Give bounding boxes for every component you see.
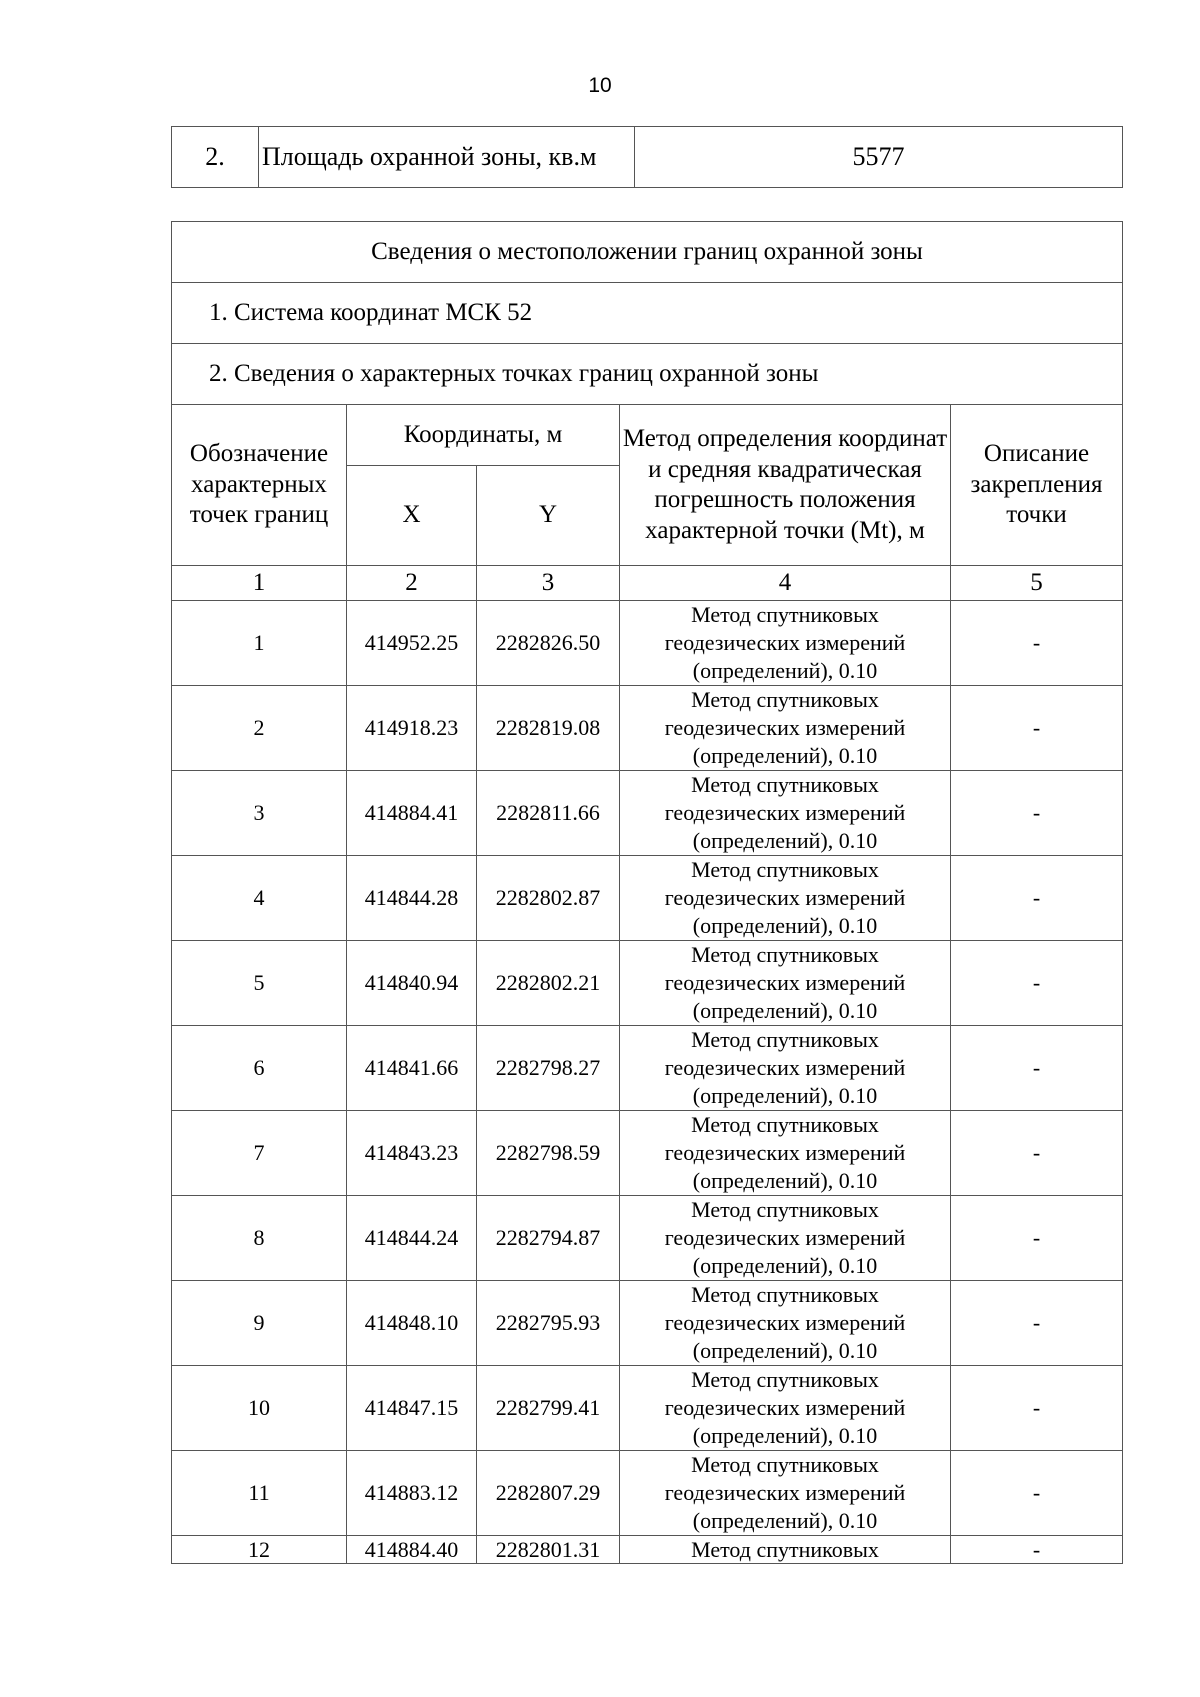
method-line: геодезических измерений (664, 970, 906, 996)
point-id: 2 (172, 686, 347, 771)
point-y: 2282795.93 (477, 1281, 620, 1366)
method-line: (определений), 0.10 (692, 912, 878, 938)
points-section-title: 2. Сведения о характерных точках границ охранной зоны (172, 344, 1123, 405)
method-line: Метод спутниковых (691, 687, 879, 713)
method-line: геодезических измерений (664, 1310, 906, 1336)
point-method (620, 1451, 951, 1536)
header-coordinates: Координаты, м (347, 405, 620, 466)
method-line: (определений), 0.10 (692, 997, 878, 1023)
point-id: 11 (172, 1451, 347, 1536)
method-line: Метод спутниковых (691, 942, 879, 968)
point-x: 414841.66 (347, 1026, 477, 1111)
point-method (620, 1026, 951, 1111)
point-description: - (951, 601, 1123, 686)
point-id: 10 (172, 1366, 347, 1451)
point-y: 2282811.66 (477, 771, 620, 856)
method-line: геодезических измерений (664, 1225, 906, 1251)
column-number: 3 (477, 566, 620, 601)
point-id: 6 (172, 1026, 347, 1111)
point-id: 1 (172, 601, 347, 686)
point-x: 414847.15 (347, 1366, 477, 1451)
column-number: 2 (347, 566, 477, 601)
table-row (172, 1451, 1123, 1536)
method-line: (определений), 0.10 (692, 1082, 878, 1108)
point-method (620, 686, 951, 771)
point-method (620, 1111, 951, 1196)
table-row (172, 1111, 1123, 1196)
column-number: 4 (620, 566, 951, 601)
area-row-number: 2. (172, 127, 259, 188)
header-row (172, 405, 1123, 466)
point-x: 414844.28 (347, 856, 477, 941)
point-method (620, 941, 951, 1026)
point-x: 414840.94 (347, 941, 477, 1026)
area-row-value: 5577 (635, 127, 1123, 188)
point-y: 2282798.59 (477, 1111, 620, 1196)
method-line: Метод спутниковых (691, 602, 879, 628)
method-line: (определений), 0.10 (692, 827, 878, 853)
point-method: Метод спутниковых (620, 1536, 951, 1564)
table-row (172, 1536, 1123, 1564)
method-line: (определений), 0.10 (692, 1507, 878, 1533)
point-x: 414848.10 (347, 1281, 477, 1366)
table-row (172, 941, 1123, 1026)
table-row (172, 1366, 1123, 1451)
point-x: 414843.23 (347, 1111, 477, 1196)
point-y: 2282802.21 (477, 941, 620, 1026)
method-line: Метод спутниковых (691, 857, 879, 883)
area-row-label: Площадь охранной зоны, кв.м (259, 127, 635, 188)
point-y: 2282802.87 (477, 856, 620, 941)
point-description: - (951, 1196, 1123, 1281)
point-x: 414884.40 (347, 1536, 477, 1564)
point-method (620, 856, 951, 941)
method-line: Метод спутниковых (691, 1367, 879, 1393)
point-y: 2282798.27 (477, 1026, 620, 1111)
coordinate-system: 1. Система координат МСК 52 (172, 283, 1123, 344)
table-row (172, 1281, 1123, 1366)
header-method: Метод определения координат и средняя квадратическая погрешность положения характерной точки (Mt), м (620, 405, 951, 566)
method-line: (определений), 0.10 (692, 742, 878, 768)
point-description: - (951, 1451, 1123, 1536)
point-id: 5 (172, 941, 347, 1026)
method-line: геодезических измерений (664, 1395, 906, 1421)
method-line: Метод спутниковых (691, 1452, 879, 1478)
point-x: 414918.23 (347, 686, 477, 771)
area-table (171, 126, 1123, 188)
point-id: 4 (172, 856, 347, 941)
header-description: Описание закрепления точки (951, 405, 1123, 566)
method-line: Метод спутниковых (691, 1112, 879, 1138)
section-title: Сведения о местоположении границ охранной зоны (172, 222, 1123, 283)
point-x: 414952.25 (347, 601, 477, 686)
point-description: - (951, 1536, 1123, 1564)
column-number: 5 (951, 566, 1123, 601)
method-line: геодезических измерений (664, 885, 906, 911)
point-description: - (951, 1281, 1123, 1366)
method-line: (определений), 0.10 (692, 1167, 878, 1193)
method-line: (определений), 0.10 (692, 1252, 878, 1278)
point-description: - (951, 1111, 1123, 1196)
table-row (172, 1026, 1123, 1111)
point-description: - (951, 686, 1123, 771)
point-method (620, 1281, 951, 1366)
point-method (620, 1366, 951, 1451)
page-number: 10 (588, 74, 612, 97)
point-y: 2282819.08 (477, 686, 620, 771)
point-id: 7 (172, 1111, 347, 1196)
method-line: Метод спутниковых (691, 1197, 879, 1223)
point-id: 9 (172, 1281, 347, 1366)
point-description: - (951, 856, 1123, 941)
method-line: Метод спутниковых (691, 1282, 879, 1308)
point-id: 8 (172, 1196, 347, 1281)
column-number-row (172, 566, 1123, 601)
method-line: Метод спутниковых (691, 772, 879, 798)
column-number: 1 (172, 566, 347, 601)
point-x: 414884.41 (347, 771, 477, 856)
area-row (172, 127, 1123, 188)
method-line: (определений), 0.10 (692, 1337, 878, 1363)
point-y: 2282826.50 (477, 601, 620, 686)
point-description: - (951, 771, 1123, 856)
point-description: - (951, 1366, 1123, 1451)
point-y: 2282801.31 (477, 1536, 620, 1564)
point-method (620, 771, 951, 856)
coordinates-table (171, 221, 1123, 1564)
method-line: Метод спутниковых (691, 1027, 879, 1053)
header-y: Y (477, 466, 620, 566)
table-row (172, 856, 1123, 941)
method-line: (определений), 0.10 (692, 1422, 878, 1448)
point-method (620, 1196, 951, 1281)
method-line: геодезических измерений (664, 1055, 906, 1081)
point-y: 2282794.87 (477, 1196, 620, 1281)
point-x: 414883.12 (347, 1451, 477, 1536)
table-row (172, 1196, 1123, 1281)
table-row (172, 771, 1123, 856)
point-y: 2282807.29 (477, 1451, 620, 1536)
header-designation: Обозначение характерных точек границ (172, 405, 347, 566)
method-line: геодезических измерений (664, 800, 906, 826)
point-description: - (951, 941, 1123, 1026)
method-line: геодезических измерений (664, 715, 906, 741)
method-line: (определений), 0.10 (692, 657, 878, 683)
point-method (620, 601, 951, 686)
point-y: 2282799.41 (477, 1366, 620, 1451)
header-x: X (347, 466, 477, 566)
point-description: - (951, 1026, 1123, 1111)
table-row (172, 601, 1123, 686)
method-line: геодезических измерений (664, 1140, 906, 1166)
method-line: геодезических измерений (664, 1480, 906, 1506)
point-id: 3 (172, 771, 347, 856)
point-x: 414844.24 (347, 1196, 477, 1281)
point-id: 12 (172, 1536, 347, 1564)
method-line: геодезических измерений (664, 630, 906, 656)
table-row (172, 686, 1123, 771)
